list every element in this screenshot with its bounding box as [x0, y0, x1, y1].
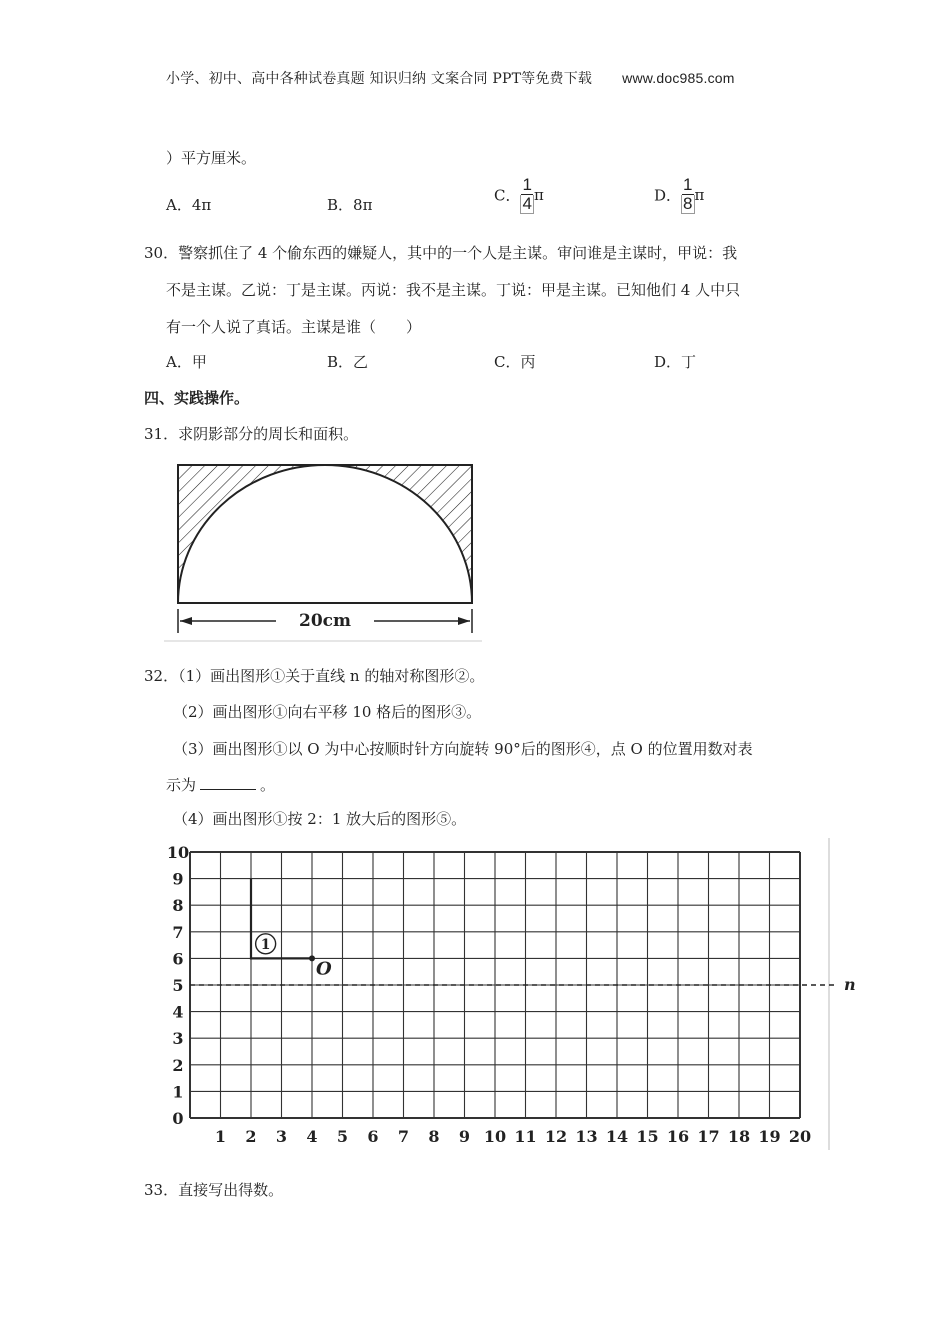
q29-option-d	[654, 176, 704, 214]
point-o-label: O	[316, 958, 332, 980]
q29-option-b: B．8π	[327, 196, 373, 214]
x-tick-label: 9	[458, 1127, 471, 1146]
point-o	[309, 955, 315, 961]
line-n-label: n	[844, 975, 856, 994]
option-c-suffix: π	[533, 186, 544, 204]
answer-blank[interactable]	[200, 777, 256, 790]
fraction-one-eighth	[681, 176, 694, 214]
q32-line4-end: 。	[260, 776, 276, 794]
q29-tail: ）平方厘米。	[166, 149, 257, 167]
q33-text: 33．直接写出得数。	[144, 1181, 284, 1199]
header-url[interactable]: www.doc985.com	[622, 70, 735, 86]
x-tick-label: 10	[483, 1127, 507, 1146]
q30-option-b: B．乙	[327, 353, 369, 371]
x-tick-label: 18	[727, 1127, 751, 1146]
q30-line3: 有一个人说了真话。主谋是谁（ ）	[166, 318, 422, 336]
y-tick-label: 0	[172, 1109, 184, 1128]
y-tick-label: 3	[172, 1029, 184, 1049]
q29-option-c	[494, 176, 544, 214]
fraction-one-quarter	[520, 176, 533, 214]
q29-option-a: A．4π	[166, 196, 212, 214]
y-tick-label: 7	[172, 922, 184, 942]
q30-option-a: A．甲	[166, 353, 207, 371]
q30-line2: 不是主谋。乙说：丁是主谋。丙说：我不是主谋。丁说：甲是主谋。已知他们 4 人中只	[166, 281, 741, 299]
y-tick-label: 6	[172, 949, 184, 969]
x-tick-label: 12	[544, 1127, 568, 1146]
q32-line3: （3）画出图形①以 O 为中心按顺时针方向旋转 90°后的图形④，点 O 的位置用数对表	[173, 740, 753, 758]
x-tick-label: 3	[275, 1127, 288, 1146]
y-tick-label: 9	[172, 869, 184, 889]
q32-line5: （4）画出图形①按 2：1 放大后的图形⑤。	[173, 810, 467, 828]
x-tick-label: 8	[428, 1127, 440, 1146]
fraction-numerator: 1	[522, 175, 532, 194]
x-tick-label: 20	[788, 1127, 812, 1146]
y-tick-label: 2	[172, 1055, 184, 1075]
q30-option-c: C．丙	[494, 353, 536, 371]
q30-option-d: D．丁	[654, 353, 697, 371]
dimension-label: 20cm	[299, 611, 351, 631]
fraction-denominator: 4	[522, 194, 532, 213]
q30-line1: 30．警察抓住了 4 个偷东西的嫌疑人，其中的一个人是主谋。审问谁是主谋时，甲说：我	[144, 244, 738, 262]
x-axis-labels	[215, 1127, 811, 1146]
q31-text: 31．求阴影部分的周长和面积。	[144, 425, 359, 443]
x-tick-label: 15	[636, 1127, 659, 1146]
y-tick-label: 10	[166, 843, 190, 862]
x-tick-label: 4	[306, 1127, 318, 1146]
fraction-numerator: 1	[683, 175, 693, 194]
x-tick-label: 6	[367, 1127, 379, 1146]
option-d-suffix: π	[694, 186, 705, 204]
q32-line1: 32．（1）画出图形①关于直线 n 的轴对称图形②。	[144, 667, 485, 685]
section-title: 四、实践操作。	[144, 389, 250, 407]
x-tick-label: 13	[575, 1127, 598, 1146]
page-header	[166, 68, 735, 88]
x-tick-label: 2	[245, 1127, 257, 1146]
q32-line2: （2）画出图形①向右平移 10 格后的图形③。	[173, 703, 482, 721]
q31-figure	[164, 455, 484, 645]
y-tick-label: 5	[172, 976, 184, 995]
option-d-prefix: D．	[654, 186, 682, 205]
x-tick-label: 1	[214, 1127, 227, 1146]
x-tick-label: 16	[666, 1127, 690, 1146]
x-tick-label: 7	[397, 1127, 410, 1146]
y-axis-labels	[167, 843, 189, 1128]
shape-1-label	[256, 934, 276, 954]
option-c-prefix: C．	[494, 186, 521, 205]
y-tick-label: 4	[172, 1002, 184, 1022]
y-tick-label: 1	[172, 1082, 184, 1102]
x-tick-label: 17	[697, 1127, 720, 1146]
shape-1-number: 1	[260, 936, 271, 953]
fraction-denominator: 8	[683, 194, 693, 213]
y-tick-label: 8	[172, 896, 184, 916]
x-tick-label: 11	[514, 1127, 537, 1146]
coordinate-grid	[160, 838, 856, 1153]
q32-line4-text: 示为	[166, 776, 197, 794]
header-text: 小学、初中、高中各种试卷真题 知识归纳 文案合同 PPT等免费下载	[166, 71, 593, 87]
x-tick-label: 5	[336, 1127, 349, 1146]
x-tick-label: 14	[605, 1127, 629, 1146]
q32-line4	[166, 774, 275, 795]
x-tick-label: 19	[758, 1127, 781, 1146]
